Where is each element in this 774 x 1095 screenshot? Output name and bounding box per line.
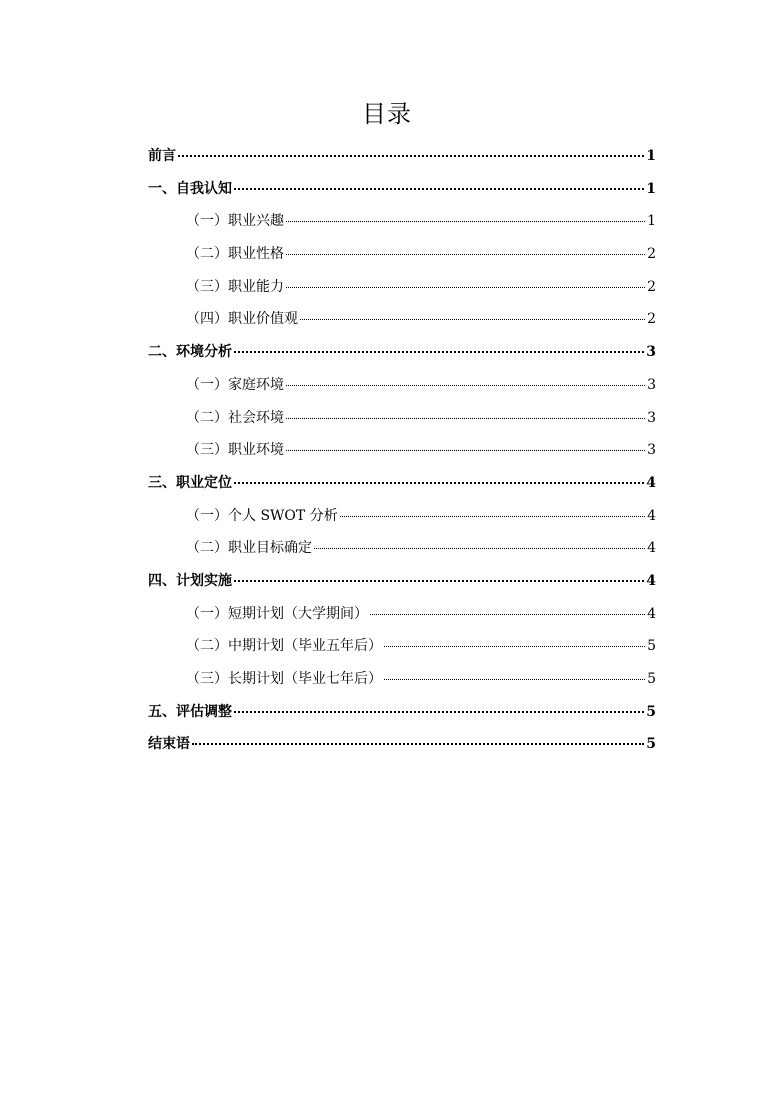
toc-page-number: 1 bbox=[646, 180, 656, 197]
toc-dot-leader bbox=[286, 287, 645, 288]
toc-entry-text: （二）职业目标确定 bbox=[186, 540, 312, 557]
toc-page-number: 5 bbox=[647, 671, 656, 687]
toc-page-number: 5 bbox=[646, 703, 656, 720]
toc-entry-text: （四）职业价值观 bbox=[186, 311, 298, 328]
toc-dot-leader bbox=[300, 319, 645, 320]
toc-entry-text: （三）职业能力 bbox=[186, 278, 284, 295]
toc-page-number: 2 bbox=[647, 311, 656, 328]
toc-entry-text: （三）长期计划（毕业七年后） bbox=[186, 671, 382, 687]
toc-entry-career-interest[interactable] bbox=[148, 205, 656, 238]
toc-entry-text: （二）职业性格 bbox=[186, 246, 284, 263]
toc-page-number: 2 bbox=[647, 278, 656, 295]
toc-title: 目录 bbox=[362, 100, 412, 128]
toc-entry-text: 二、环境分析 bbox=[148, 344, 232, 361]
toc-dot-leader bbox=[234, 711, 644, 713]
toc-page-number: 5 bbox=[646, 736, 656, 753]
toc-entry-conclusion[interactable] bbox=[148, 728, 656, 761]
toc-entry-short-term-plan[interactable] bbox=[148, 598, 656, 631]
toc-entry-text: 结束语 bbox=[148, 736, 190, 753]
toc-dot-leader bbox=[340, 516, 645, 517]
toc-entry-plan-implementation[interactable] bbox=[148, 565, 656, 598]
toc-entry-text: 四、计划实施 bbox=[148, 572, 232, 589]
toc-entry-family-environment[interactable] bbox=[148, 369, 656, 402]
toc-entry-self-awareness[interactable] bbox=[148, 173, 656, 206]
toc-dot-leader bbox=[234, 580, 644, 582]
toc-entry-text: 五、评估调整 bbox=[148, 703, 232, 720]
toc-dot-leader bbox=[234, 188, 644, 190]
toc-entry-text: （一）职业兴趣 bbox=[186, 213, 284, 230]
toc-page-number: 1 bbox=[646, 148, 656, 164]
toc-entry-evaluation-adjustment[interactable] bbox=[148, 696, 656, 729]
toc-dot-leader bbox=[286, 221, 645, 222]
toc-entry-text: （一）个人 SWOT 分析 bbox=[186, 507, 338, 524]
toc-dot-leader bbox=[286, 418, 645, 419]
toc-dot-leader bbox=[192, 743, 644, 745]
toc-page-number: 4 bbox=[647, 540, 656, 557]
toc-dot-leader bbox=[314, 548, 645, 549]
toc-entry-text: 一、自我认知 bbox=[148, 180, 232, 197]
toc-dot-leader bbox=[178, 155, 644, 157]
toc-dot-leader bbox=[234, 482, 644, 484]
toc-entry-social-environment[interactable] bbox=[148, 402, 656, 435]
toc-page-number: 5 bbox=[647, 638, 656, 655]
toc-entry-text: 三、职业定位 bbox=[148, 474, 232, 491]
toc-dot-leader bbox=[384, 646, 645, 647]
toc-dot-leader bbox=[384, 679, 645, 680]
toc-entry-career-values[interactable] bbox=[148, 303, 656, 336]
toc-dot-leader bbox=[370, 614, 645, 615]
toc-entry-career-ability[interactable] bbox=[148, 271, 656, 304]
toc-entry-career-positioning[interactable] bbox=[148, 467, 656, 500]
toc-page-number: 2 bbox=[647, 246, 656, 263]
toc-page-number: 3 bbox=[647, 442, 656, 459]
toc-dot-leader bbox=[286, 254, 645, 255]
toc-entry-career-environment[interactable] bbox=[148, 434, 656, 467]
toc-dot-leader bbox=[286, 385, 645, 386]
toc-entry-preface[interactable] bbox=[148, 140, 656, 173]
toc-entry-text: （三）职业环境 bbox=[186, 442, 284, 459]
toc-entry-mid-term-plan[interactable] bbox=[148, 630, 656, 663]
toc-page-number: 4 bbox=[647, 507, 656, 524]
toc-page-number: 4 bbox=[646, 474, 656, 491]
toc-entry-career-goal[interactable] bbox=[148, 532, 656, 565]
toc-dot-leader bbox=[286, 450, 645, 451]
toc-page-number: 4 bbox=[646, 572, 656, 589]
toc-entry-text: （二）中期计划（毕业五年后） bbox=[186, 638, 382, 655]
toc-entry-environment-analysis[interactable] bbox=[148, 336, 656, 369]
toc-entry-text: （一）家庭环境 bbox=[186, 376, 284, 393]
toc-page-number: 3 bbox=[646, 344, 656, 361]
toc-entry-text: 前言 bbox=[148, 148, 176, 164]
toc-dot-leader bbox=[234, 351, 644, 353]
toc-page-number: 1 bbox=[647, 213, 656, 230]
toc-page-number: 3 bbox=[647, 409, 656, 426]
toc-entry-swot-analysis[interactable] bbox=[148, 500, 656, 533]
toc-entry-text: （一）短期计划（大学期间） bbox=[186, 605, 368, 622]
toc-entry-career-personality[interactable] bbox=[148, 238, 656, 271]
toc-page-number: 3 bbox=[647, 376, 656, 393]
toc-entry-text: （二）社会环境 bbox=[186, 409, 284, 426]
toc-entry-long-term-plan[interactable] bbox=[148, 663, 656, 696]
toc-page-number: 4 bbox=[647, 605, 656, 622]
toc-list bbox=[148, 140, 656, 761]
